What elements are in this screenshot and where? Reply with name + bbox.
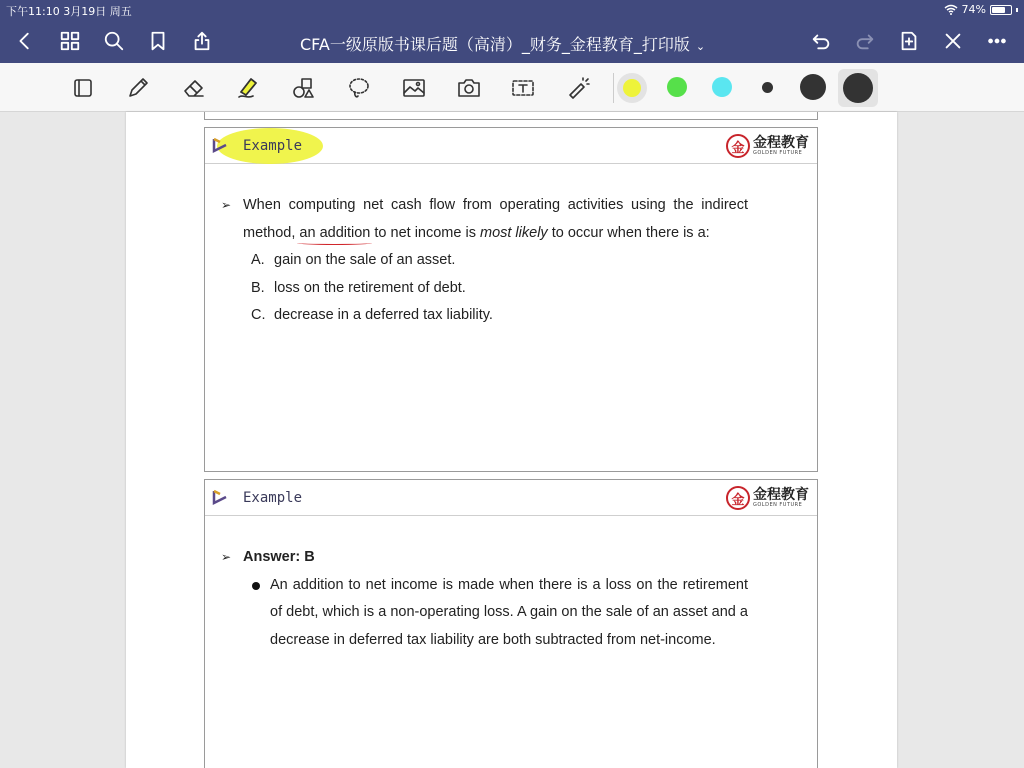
status-right [944,3,1018,16]
answer-frame [204,479,818,768]
battery-tip [1016,8,1018,12]
pen-tool[interactable] [121,71,155,105]
brand-logo [726,486,809,510]
back-button[interactable] [10,26,40,56]
more-icon [986,30,1008,52]
brand-name: 金程教育 [753,135,809,151]
brand-english: GOLDEN FUTURE [753,150,803,156]
wifi-icon [944,4,958,15]
laser-pointer-icon [566,75,592,101]
shapes-icon [290,75,316,101]
brand-logo [726,134,809,158]
eraser-icon [181,75,207,101]
stroke-size-large [843,73,873,103]
chevron-down-icon: ⌄ [695,40,706,53]
share-icon [191,30,213,52]
shapes-tool[interactable] [286,71,320,105]
top-bar [0,0,1024,63]
document-page[interactable] [126,112,897,768]
search-icon [103,30,125,52]
status-bar [0,0,1024,20]
undo-icon [810,30,832,52]
arrow-bullet-icon: ➢ [221,550,232,564]
camera-icon [456,75,482,101]
image-icon [401,75,427,101]
brand-seal-icon: 金 [726,486,750,510]
image-tool[interactable] [397,71,431,105]
stroke-size-medium[interactable] [800,74,826,100]
stroke-size-large-selected[interactable] [838,69,878,107]
example-label: Example [243,138,303,154]
bookmark-icon [147,30,169,52]
close-edit-button[interactable] [938,26,968,56]
red-underline-annotation: an addition [299,224,371,241]
add-page-icon [898,30,920,52]
option-a: A. gain on the sale of an asset. [251,252,456,268]
stroke-size-small[interactable] [762,82,773,93]
text-box-icon [510,75,536,101]
chevron-left-icon [14,30,36,52]
answer-explanation: An addition to net income is made when there is a loss on the retirement of debt, which is a non-operating loss. A gain on the sale of an asset and a decrease in deferred tax liability are both subtracted from net-income. [270,572,748,655]
brand-english: GOLDEN FUTURE [753,502,803,508]
status-time: 下午11:10 3月19日 周五 [6,5,132,18]
redo-icon [854,30,876,52]
color-green-swatch[interactable] [667,77,687,97]
search-button[interactable] [99,26,129,56]
lasso-tool[interactable] [342,71,376,105]
battery-percent: 74% [961,3,986,16]
add-page-button[interactable] [894,26,924,56]
arrow-bullet-icon: ➢ [221,198,232,212]
undo-button[interactable] [806,26,836,56]
toolbar-separator [613,73,614,103]
answer-line: Answer: B [243,549,315,565]
grid-view-button[interactable] [55,26,85,56]
text-tool[interactable] [506,71,540,105]
answer-body [221,544,748,654]
laser-pointer-tool[interactable] [562,71,596,105]
answer-frame-header [205,480,817,516]
pen-icon [125,75,151,101]
document-title-text: CFA一级原版书课后题（高清）_财务_金程教育_打印版 [300,35,690,54]
answer-options [251,247,748,330]
drawing-toolbar [0,63,1024,112]
color-yellow-selected[interactable] [617,73,647,103]
more-button[interactable] [982,26,1012,56]
dot-bullet-icon [252,582,260,590]
redo-button[interactable] [850,26,880,56]
color-cyan-swatch[interactable] [712,77,732,97]
brand-name: 金程教育 [753,487,809,503]
example-label: Example [243,490,303,506]
question-frame [204,127,818,472]
eraser-tool[interactable] [177,71,211,105]
option-c: C. decrease in a deferred tax liability. [251,307,493,323]
document-title[interactable] [300,32,705,55]
grid-icon [59,30,81,52]
question-text: When computing net cash flow from operating activities using the indirect method, an addition to net income is most likely to occur when there is a: [243,197,748,241]
share-button[interactable] [187,26,217,56]
bookmark-button[interactable] [143,26,173,56]
highlighter-tool[interactable] [231,71,265,105]
play-logo-icon [211,489,229,505]
question-frame-header [205,128,817,164]
brand-seal-icon: 金 [726,134,750,158]
highlighter-icon [235,75,261,101]
battery-level [992,7,1005,13]
previous-frame-edge [204,112,818,120]
option-b: B. loss on the retirement of debt. [251,279,466,296]
lasso-icon [346,75,372,101]
color-yellow-swatch [623,79,641,97]
pen-close-icon [942,30,964,52]
play-logo-icon [211,137,229,153]
question-body [221,192,748,330]
read-mode-tool[interactable] [66,71,100,105]
camera-tool[interactable] [452,71,486,105]
read-mode-icon [70,75,96,101]
battery-icon [990,5,1012,15]
